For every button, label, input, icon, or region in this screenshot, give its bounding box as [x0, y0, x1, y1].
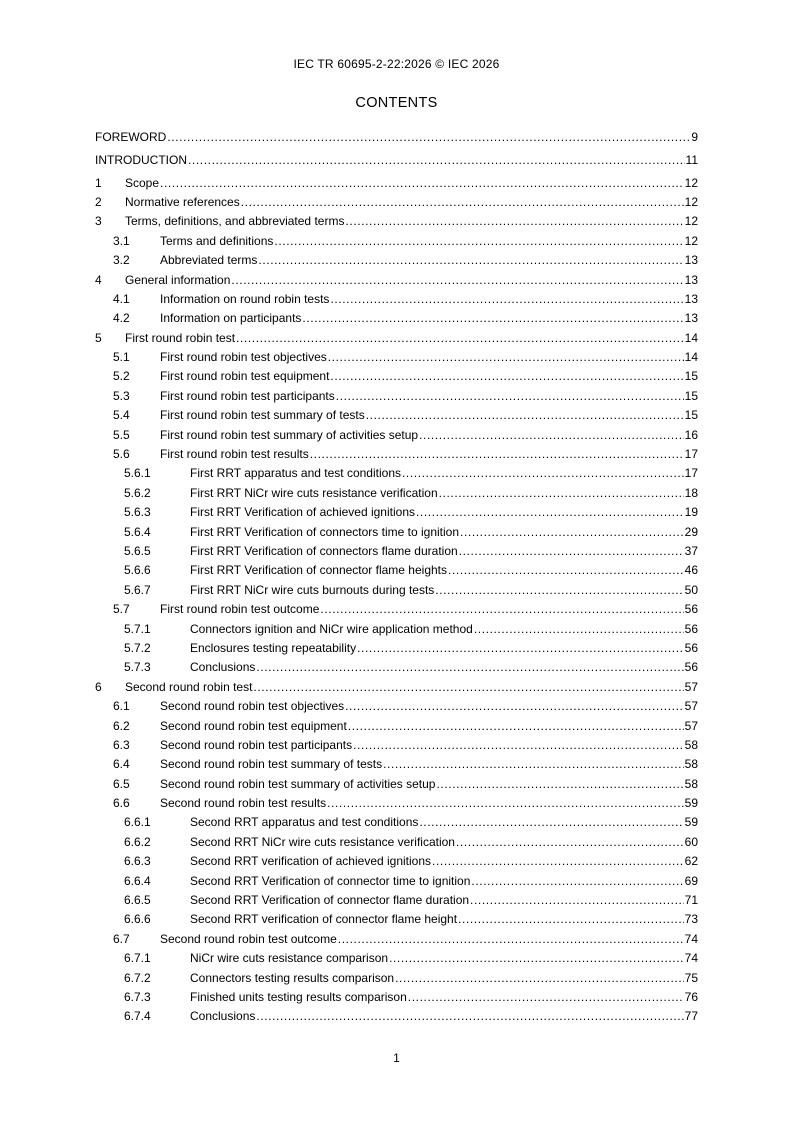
toc-entry-page: 13 [684, 272, 698, 287]
toc-entry-number: 5.1 [113, 350, 130, 365]
toc-entry-title: First round robin test outcome [160, 602, 320, 617]
toc-entry[interactable] [95, 209, 698, 228]
toc-entry-page: 17 [684, 447, 698, 462]
toc-entry-title: Second round robin test summary of tests [160, 757, 383, 772]
toc-leader-dots [432, 854, 684, 868]
toc-entry-page: 46 [684, 563, 698, 578]
toc-entry-title: Finished units testing results comparison [190, 989, 407, 1004]
toc-entry[interactable] [95, 965, 698, 984]
toc-entry-number: 6.7.4 [124, 1009, 151, 1024]
toc-leader-dots [241, 195, 684, 209]
toc-entry-number: 1 [95, 175, 102, 190]
toc-entry-number: 6.7.1 [124, 951, 151, 966]
toc-entry-number: 3.2 [113, 253, 130, 268]
toc-entry-title: Connectors ignition and NiCr wire application method [190, 621, 473, 636]
toc-entry-title: Second RRT Verification of connector flame duration [190, 893, 470, 908]
toc-entry-number: 5.7.3 [124, 660, 151, 675]
toc-entry-page: 57 [684, 679, 698, 694]
toc-entry[interactable] [95, 791, 698, 810]
toc-entry[interactable] [95, 888, 698, 907]
toc-entry-number: 5.6.1 [124, 466, 151, 481]
toc-entry-number: 5.7.2 [124, 640, 151, 655]
toc-entry-page: 11 [685, 152, 698, 167]
toc-entry[interactable] [95, 926, 698, 945]
toc-entry-title: INTRODUCTION [95, 152, 187, 167]
toc-entry-title: First RRT apparatus and test conditions [190, 466, 401, 481]
toc-entry-title: First round robin test results [160, 447, 309, 462]
toc-entry-number: 5.7.1 [124, 621, 151, 636]
toc-leader-dots [416, 505, 684, 519]
toc-leader-dots [419, 815, 683, 829]
toc-entry[interactable] [95, 616, 698, 635]
toc-entry-page: 71 [684, 893, 698, 908]
toc-entry-page: 62 [684, 854, 698, 869]
toc-entry-number: 5.3 [113, 388, 130, 403]
toc-entry-title: Second round robin test [125, 679, 253, 694]
toc-entry-page: 50 [684, 582, 698, 597]
toc-leader-dots [338, 932, 684, 946]
toc-leader-dots [253, 680, 683, 694]
toc-leader-dots [231, 273, 683, 287]
toc-entry[interactable] [95, 519, 698, 538]
toc-entry-page: 75 [684, 970, 698, 985]
toc-entry-number: 5.5 [113, 427, 130, 442]
toc-entry-number: 6.1 [113, 699, 130, 714]
toc-entry-page: 56 [684, 660, 698, 675]
toc-entry-number: 5.6 [113, 447, 130, 462]
toc-entry[interactable] [95, 248, 698, 267]
toc-entry-page: 12 [684, 175, 698, 190]
toc-entry-page: 29 [684, 524, 698, 539]
toc-leader-dots [435, 583, 683, 597]
toc-entry-number: 5.4 [113, 408, 130, 423]
toc-entry-number: 3 [95, 214, 102, 229]
toc-entry-page: 13 [684, 311, 698, 326]
toc-entry-page: 12 [684, 233, 698, 248]
toc-entry-title: Terms and definitions [160, 233, 274, 248]
toc-leader-dots [419, 428, 684, 442]
toc-entry-title: First RRT NiCr wire cuts resistance verification [190, 485, 438, 500]
toc-leader-dots [470, 893, 684, 907]
toc-entry-number: 6.2 [113, 718, 130, 733]
toc-entry-number: 6.6.1 [124, 815, 151, 830]
document-header: IEC TR 60695-2-22:2026 © IEC 2026 [293, 57, 500, 71]
toc-entry-title: Second RRT verification of achieved ignitions [190, 854, 432, 869]
toc-entry[interactable] [95, 577, 698, 596]
toc-leader-dots [310, 447, 684, 461]
toc-entry-page: 16 [684, 427, 698, 442]
toc-leader-dots [330, 369, 683, 383]
toc-entry-page: 15 [684, 369, 698, 384]
toc-entry[interactable] [95, 597, 698, 616]
toc-entry-number: 5.6.3 [124, 505, 151, 520]
toc-entry-title: Scope [125, 175, 160, 190]
toc-entry-title: Conclusions [190, 660, 256, 675]
toc-leader-dots [336, 389, 684, 403]
toc-entry-title: First RRT NiCr wire cuts burnouts during tests [190, 582, 435, 597]
toc-entry[interactable] [95, 364, 698, 383]
toc-leader-dots [330, 292, 683, 306]
toc-entry-page: 58 [684, 757, 698, 772]
toc-entry-page: 60 [684, 834, 698, 849]
toc-leader-dots [389, 951, 684, 965]
toc-entry[interactable] [95, 636, 698, 655]
toc-entry-number: 2 [95, 194, 102, 209]
toc-entry[interactable] [95, 144, 698, 167]
toc-entry-title: General information [125, 272, 231, 287]
toc-leader-dots [436, 777, 683, 791]
toc-entry[interactable] [95, 946, 698, 965]
toc-entry-title: First RRT Verification of connector flame heights [190, 563, 448, 578]
toc-entry-number: 6.6.5 [124, 893, 151, 908]
toc-entry-number: 5.6.5 [124, 544, 151, 558]
page-number: 1 [393, 1051, 400, 1065]
toc-entry-title: First RRT Verification of connectors time to ignition [190, 524, 460, 539]
toc-entry-title: Second RRT Verification of connector time to ignition [190, 873, 471, 888]
toc-entry-page: 69 [684, 873, 698, 888]
toc-entry-title: First round robin test summary of tests [160, 408, 365, 423]
toc-entry-number: 5.6.2 [124, 485, 151, 500]
toc-entry-title: Conclusions [190, 1009, 256, 1024]
toc-leader-dots [383, 757, 684, 771]
toc-entry-page: 14 [684, 330, 698, 345]
toc-entry[interactable] [95, 190, 698, 209]
toc-leader-dots [348, 719, 684, 733]
toc-entry-title: Terms, definitions, and abbreviated terms [125, 214, 345, 229]
toc-leader-dots [327, 796, 684, 810]
page-title: CONTENTS [355, 95, 438, 111]
toc-entry-page: 56 [684, 621, 698, 636]
toc-entry-page: 74 [684, 931, 698, 946]
toc-leader-dots [458, 912, 684, 926]
toc-entry-title: Second round robin test outcome [160, 931, 337, 946]
toc-entry-number: 3.1 [113, 233, 130, 248]
toc-entry-number: 6.6.2 [124, 834, 151, 849]
toc-entry[interactable] [95, 868, 698, 887]
toc-entry-page: 18 [684, 485, 698, 500]
toc-leader-dots [402, 466, 684, 480]
toc-entry[interactable] [95, 655, 698, 674]
toc-entry-page: 73 [684, 912, 698, 927]
toc-entry-page: 58 [684, 737, 698, 752]
toc-entry-number: 5.6.7 [124, 582, 151, 597]
toc-leader-dots [167, 130, 690, 144]
toc-entry-page: 15 [684, 388, 698, 403]
toc-leader-dots [408, 990, 684, 1004]
toc-entry-number: 6.6.6 [124, 912, 151, 927]
toc-entry-page: 57 [684, 699, 698, 714]
toc-leader-dots [160, 176, 684, 190]
toc-entry-number: 5.7 [113, 602, 130, 617]
table-of-contents [95, 125, 698, 1023]
toc-entry-page: 56 [684, 602, 698, 617]
toc-entry-number: 5.6.6 [124, 563, 151, 578]
toc-entry-title: Information on participants [160, 311, 302, 326]
toc-leader-dots [328, 350, 684, 364]
toc-entry[interactable] [95, 539, 698, 558]
toc-entry[interactable] [95, 287, 698, 306]
toc-entry[interactable] [95, 500, 698, 519]
toc-leader-dots [460, 525, 684, 539]
toc-entry-number: 4.2 [113, 311, 130, 326]
toc-leader-dots [459, 544, 684, 558]
toc-entry-page: 12 [684, 214, 698, 229]
toc-entry-page: 14 [684, 350, 698, 365]
toc-entry-page: 19 [684, 505, 698, 520]
toc-leader-dots [256, 660, 683, 674]
toc-leader-dots [302, 311, 683, 325]
toc-entry-page: 15 [684, 408, 698, 423]
toc-entry-title: Second RRT apparatus and test conditions [190, 815, 419, 830]
toc-entry-page: 13 [684, 291, 698, 306]
toc-entry[interactable] [95, 849, 698, 868]
toc-entry-number: 6.7.2 [124, 970, 151, 985]
toc-entry-page: 13 [684, 253, 698, 268]
toc-leader-dots [258, 253, 683, 267]
toc-entry[interactable] [95, 771, 698, 790]
toc-entry-number: 6.6.4 [124, 873, 151, 888]
toc-leader-dots [471, 874, 683, 888]
toc-entry[interactable] [95, 694, 698, 713]
toc-entry-title: Second RRT NiCr wire cuts resistance verification [190, 834, 455, 849]
toc-leader-dots [188, 153, 685, 167]
toc-entry-number: 6.5 [113, 776, 130, 791]
toc-entry-page: 59 [684, 815, 698, 830]
toc-leader-dots [456, 835, 684, 849]
toc-entry-title: Enclosures testing repeatability [190, 640, 357, 655]
toc-entry-title: Second round robin test equipment [160, 718, 347, 733]
toc-entry[interactable] [95, 442, 698, 461]
toc-entry[interactable] [95, 985, 698, 1004]
toc-entry-page: 77 [684, 1009, 698, 1024]
toc-entry-page: 74 [684, 951, 698, 966]
toc-entry[interactable] [95, 325, 698, 344]
toc-entry-number: 6.6 [113, 796, 130, 811]
toc-entry-title: First round robin test objectives [160, 350, 327, 365]
toc-entry[interactable] [95, 422, 698, 441]
toc-entry-title: Second RRT verification of connector flame height [190, 912, 458, 927]
toc-entry-title: Connectors testing results comparison [190, 970, 395, 985]
toc-entry-number: 6.7 [113, 931, 130, 946]
toc-entry-number: 5.6.4 [124, 524, 151, 539]
toc-entry-number: 5 [95, 330, 102, 345]
toc-entry-title: First round robin test participants [160, 388, 335, 403]
toc-entry[interactable] [95, 167, 698, 190]
toc-leader-dots [448, 563, 684, 577]
toc-entry-page: 58 [684, 776, 698, 791]
toc-entry-title: Second round robin test participants [160, 737, 353, 752]
toc-leader-dots [474, 622, 684, 636]
toc-entry-page: 56 [684, 640, 698, 655]
toc-leader-dots [345, 214, 683, 228]
toc-entry-page: 57 [684, 718, 698, 733]
toc-entry[interactable] [95, 810, 698, 829]
toc-entry-title: First RRT Verification of connectors flame duration [190, 544, 458, 558]
toc-leader-dots [439, 486, 684, 500]
toc-entry-number: 6.4 [113, 757, 130, 772]
toc-entry[interactable] [95, 125, 698, 144]
toc-entry-page: 12 [684, 194, 698, 209]
toc-entry[interactable] [95, 461, 698, 480]
toc-entry[interactable] [95, 403, 698, 422]
toc-entry[interactable] [95, 480, 698, 499]
toc-leader-dots [395, 971, 684, 985]
toc-entry-page: 17 [684, 466, 698, 481]
toc-leader-dots [353, 738, 684, 752]
toc-entry-title: Abbreviated terms [160, 253, 258, 268]
toc-entry[interactable] [95, 267, 698, 286]
toc-leader-dots [345, 699, 684, 713]
toc-entry[interactable] [95, 674, 698, 693]
toc-entry-number: 6.7.3 [124, 989, 151, 1004]
toc-entry[interactable] [95, 907, 698, 926]
toc-leader-dots [357, 641, 684, 655]
toc-entry-number: 6.6.3 [124, 854, 151, 869]
toc-entry-title: First RRT Verification of achieved ignitions [190, 505, 415, 520]
toc-leader-dots [274, 234, 683, 248]
toc-entry-page: 37 [684, 544, 698, 558]
toc-entry[interactable] [95, 306, 698, 325]
toc-entry-title: Information on round robin tests [160, 291, 330, 306]
toc-leader-dots [236, 331, 684, 345]
toc-entry-title: Second round robin test summary of activities setup [160, 776, 436, 791]
toc-entry-page: 59 [684, 796, 698, 811]
toc-leader-dots [256, 1009, 683, 1023]
toc-entry-number: 4 [95, 272, 102, 287]
toc-leader-dots [320, 602, 683, 616]
toc-entry-title: First round robin test equipment [160, 369, 330, 384]
toc-entry[interactable] [95, 829, 698, 848]
toc-entry-title: FOREWORD [95, 130, 167, 145]
toc-entry-title: First round robin test [125, 330, 236, 345]
toc-entry-page: 9 [691, 130, 698, 145]
toc-entry-page: 76 [684, 989, 698, 1004]
toc-entry-title: Second round robin test objectives [160, 699, 345, 714]
toc-entry[interactable] [95, 228, 698, 247]
toc-entry[interactable] [95, 733, 698, 752]
toc-leader-dots [366, 408, 684, 422]
toc-entry[interactable] [95, 383, 698, 402]
toc-entry-number: 6 [95, 679, 102, 694]
toc-entry-number: 5.2 [113, 369, 130, 384]
toc-entry[interactable] [95, 1004, 698, 1023]
toc-entry[interactable] [95, 752, 698, 771]
toc-entry[interactable] [95, 713, 698, 732]
toc-entry-title: Normative references [125, 194, 240, 209]
toc-entry-number: 4.1 [113, 291, 130, 306]
toc-entry-title: First round robin test summary of activities setup [160, 427, 419, 442]
toc-entry-number: 6.3 [113, 737, 130, 752]
toc-entry[interactable] [95, 558, 698, 577]
toc-entry-title: Second round robin test results [160, 796, 327, 811]
toc-entry[interactable] [95, 345, 698, 364]
toc-entry-title: NiCr wire cuts resistance comparison [190, 951, 389, 966]
